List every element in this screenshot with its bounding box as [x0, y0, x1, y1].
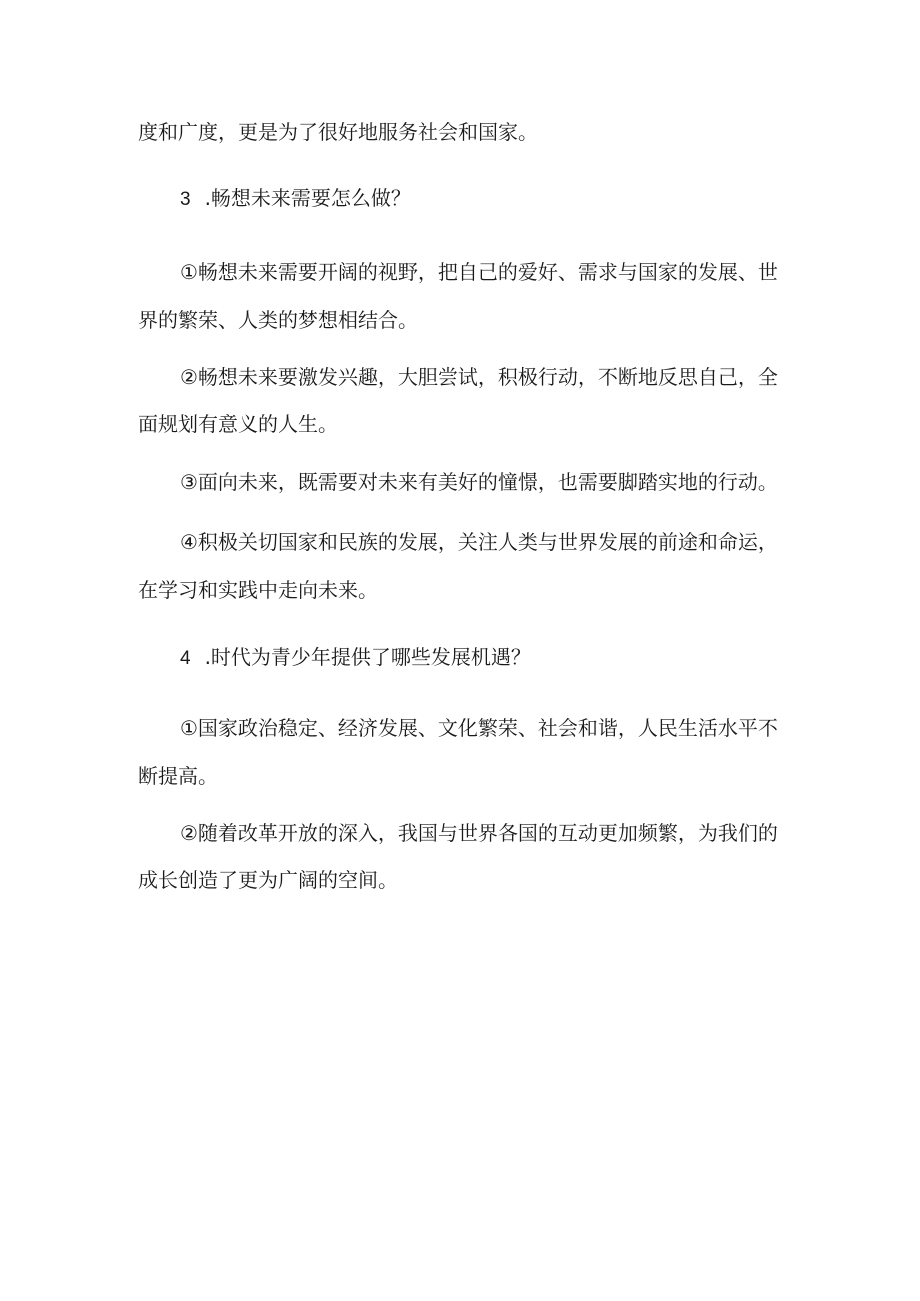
- paragraph-text: ②畅想未来要激发兴趣，大胆尝试，积极行动，不断地反思自己，全: [180, 365, 778, 389]
- paragraph-text: ②随着改革开放的深入，我国与世界各国的互动更加频繁，为我们的: [180, 821, 778, 845]
- paragraph-text: 度和广度，更是为了很好地服务社会和国家。: [138, 120, 538, 144]
- paragraph-text: ①畅想未来需要开阔的视野，把自己的爱好、需求与国家的发展、世: [180, 260, 778, 284]
- paragraph-text: ④积极关切国家和民族的发展，关注人类与世界发展的前途和命运，: [180, 530, 778, 554]
- question-number: 4: [180, 648, 191, 669]
- paragraph-text: 面规划有意义的人生。: [138, 412, 338, 436]
- paragraph-text: 界的繁荣、人类的梦想相结合。: [138, 308, 418, 332]
- paragraph-text: ①国家政治稳定、经济发展、文化繁荣、社会和谐，人民生活水平不: [180, 716, 778, 740]
- paragraph-text: 成长创造了更为广阔的空间。: [138, 868, 398, 892]
- paragraph-text: 断提高。: [138, 764, 218, 788]
- paragraph-text: ③面向未来，既需要对未来有美好的憧憬，也需要脚踏实地的行动。: [180, 470, 778, 494]
- paragraph-text: 在学习和实践中走向未来。: [138, 578, 378, 602]
- question-title: .畅想未来需要怎么做？: [204, 186, 411, 210]
- question-title: .时代为青少年提供了哪些发展机遇？: [204, 645, 531, 669]
- question-number: 3: [180, 189, 191, 210]
